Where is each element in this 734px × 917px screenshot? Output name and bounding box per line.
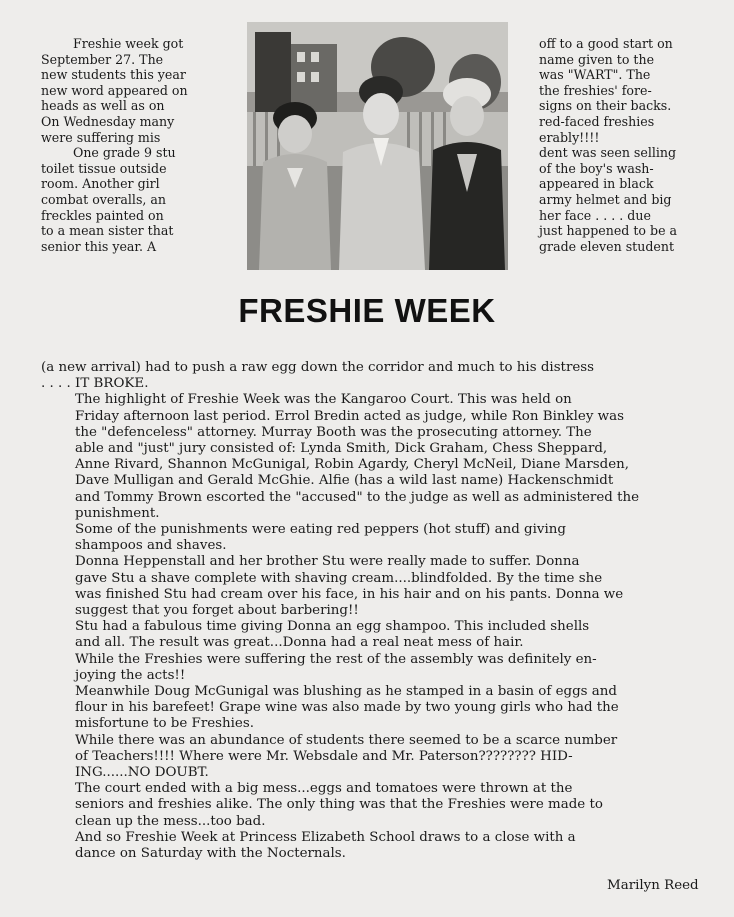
- paragraph-line: Stu had a fabulous time giving Donna an egg shampoo. This included shells: [75, 619, 590, 635]
- paragraph-line: was finished Stu had cream over his face, in his hair and on his pants. Donna we: [75, 586, 624, 602]
- paragraph-line: suggest that you forget about barbering!!: [75, 603, 359, 619]
- article-paragraph: [41, 554, 721, 619]
- right-column-line: the freshies' fore-: [539, 82, 652, 98]
- article-paragraph: [41, 619, 721, 651]
- paragraph-line: punishment.: [75, 505, 160, 521]
- paragraph-line: While there was an abundance of students there seemed to be a scarce number: [75, 732, 618, 748]
- paragraph-line: (a new arrival) had to push a raw egg down the corridor and much to his distress: [41, 360, 595, 375]
- left-column-line: new students this year: [41, 67, 186, 83]
- paragraph-line: Anne Rivard, Shannon McGunigal, Robin Agardy, Cheryl McNeil, Diane Marsden,: [75, 457, 630, 473]
- paragraph-line: While the Freshies were suffering the rest of the assembly was definitely en-: [75, 651, 597, 667]
- article-paragraph: [41, 522, 721, 554]
- right-column-line: just happened to be a: [539, 223, 678, 239]
- right-column-line: name given to the: [539, 51, 655, 67]
- paragraph-line: joying the acts!!: [75, 667, 186, 683]
- right-column-line: appeared in black: [539, 176, 654, 192]
- paragraph-line: dance on Saturday with the Nocternals.: [75, 846, 346, 862]
- right-column-line: red-faced freshies: [539, 113, 655, 129]
- left-column-line: new word appeared on: [41, 82, 188, 98]
- right-column-line: army helmet and big: [539, 191, 672, 207]
- paragraph-line: The highlight of Freshie Week was the Kangaroo Court. This was held on: [75, 392, 572, 408]
- right-column-text: [539, 36, 715, 254]
- left-column-line: freckles painted on: [41, 207, 164, 223]
- article-paragraph: [41, 781, 721, 830]
- paragraph-line: The court ended with a big mess...eggs and tomatoes were thrown at the: [75, 781, 573, 797]
- paragraph-line: Some of the punishments were eating red peppers (hot stuff) and giving: [75, 522, 566, 538]
- paragraph-line: . . . . IT BROKE.: [41, 376, 149, 392]
- left-column-line: to a mean sister that: [41, 223, 174, 239]
- left-column-line: room. Another girl: [41, 176, 160, 192]
- right-column-line: was "WART". The: [539, 67, 651, 83]
- paragraph-line: Dave Mulligan and Gerald McGhie. Alfie (has a wild last name) Hackenschmidt: [75, 473, 614, 489]
- paragraph-line: misfortune to be Freshies.: [75, 716, 254, 732]
- left-column-line: September 27. The: [41, 51, 164, 67]
- paragraph-line: And so Freshie Week at Princess Elizabeth School draws to a close with a: [75, 829, 576, 845]
- paragraph-line: of Teachers!!!! Where were Mr. Websdale and Mr. Paterson???????? HID-: [75, 748, 573, 764]
- paragraph-line: Friday afternoon last period. Errol Bredin acted as judge, while Ron Binkley was: [75, 408, 624, 424]
- article-paragraph: [41, 360, 721, 392]
- left-column-text: [41, 36, 239, 254]
- right-column-line: off to a good start on: [539, 36, 673, 51]
- left-column-line: senior this year. A: [41, 238, 157, 254]
- right-column-line: grade eleven student: [539, 238, 675, 254]
- paragraph-line: gave Stu a shave complete with shaving cream....blindfolded. By the time she: [75, 570, 603, 586]
- article-paragraph: [41, 830, 721, 862]
- right-column-line: of the boy's wash-: [539, 160, 654, 176]
- left-column-line: were suffering mis: [41, 129, 161, 145]
- article-headline: FRESHIE WEEK: [238, 292, 496, 329]
- right-column-line: her face . . . . due: [539, 207, 651, 223]
- paragraph-line: able and "just" jury consisted of: Lynda Smith, Dick Graham, Chess Sheppard,: [75, 441, 608, 457]
- paragraph-line: ING......NO DOUBT.: [75, 765, 209, 781]
- article-paragraph: [41, 392, 721, 522]
- left-column-line: combat overalls, an: [41, 191, 167, 207]
- right-column-line: signs on their backs.: [539, 98, 672, 114]
- freshies-photo: [247, 22, 508, 270]
- left-column-line: On Wednesday many: [41, 113, 175, 129]
- right-column-line: erably!!!!: [539, 129, 600, 145]
- paragraph-line: shampoos and shaves.: [75, 538, 227, 554]
- article-paragraph: [41, 684, 721, 733]
- paragraph-line: seniors and freshies alike. The only thing was that the Freshies were made to: [75, 797, 603, 813]
- left-column-line: toilet tissue outside: [41, 160, 167, 176]
- paragraph-line: clean up the mess...too bad.: [75, 813, 266, 829]
- left-column-line: heads as well as on: [41, 98, 165, 114]
- article-body: [41, 360, 721, 862]
- paragraph-line: Donna Heppenstall and her brother Stu were really made to suffer. Donna: [75, 554, 580, 570]
- paragraph-line: Meanwhile Doug McGunigal was blushing as he stamped in a basin of eggs and: [75, 684, 617, 700]
- paragraph-line: and Tommy Brown escorted the "accused" to the judge as well as administered the: [75, 489, 640, 505]
- left-column-line: One grade 9 stu: [73, 145, 176, 161]
- paragraph-line: and all. The result was great...Donna had a real neat mess of hair.: [75, 635, 524, 651]
- paragraph-line: the "defenceless" attorney. Murray Booth was the prosecuting attorney. The: [75, 424, 592, 440]
- left-column-line: Freshie week got: [73, 36, 184, 51]
- article-paragraph: [41, 652, 721, 684]
- author-signature: Marilyn Reed: [607, 878, 699, 893]
- right-column-line: dent was seen selling: [539, 145, 677, 161]
- paragraph-line: flour in his barefeet! Grape wine was also made by two young girls who had the: [75, 700, 619, 716]
- article-paragraph: [41, 733, 721, 782]
